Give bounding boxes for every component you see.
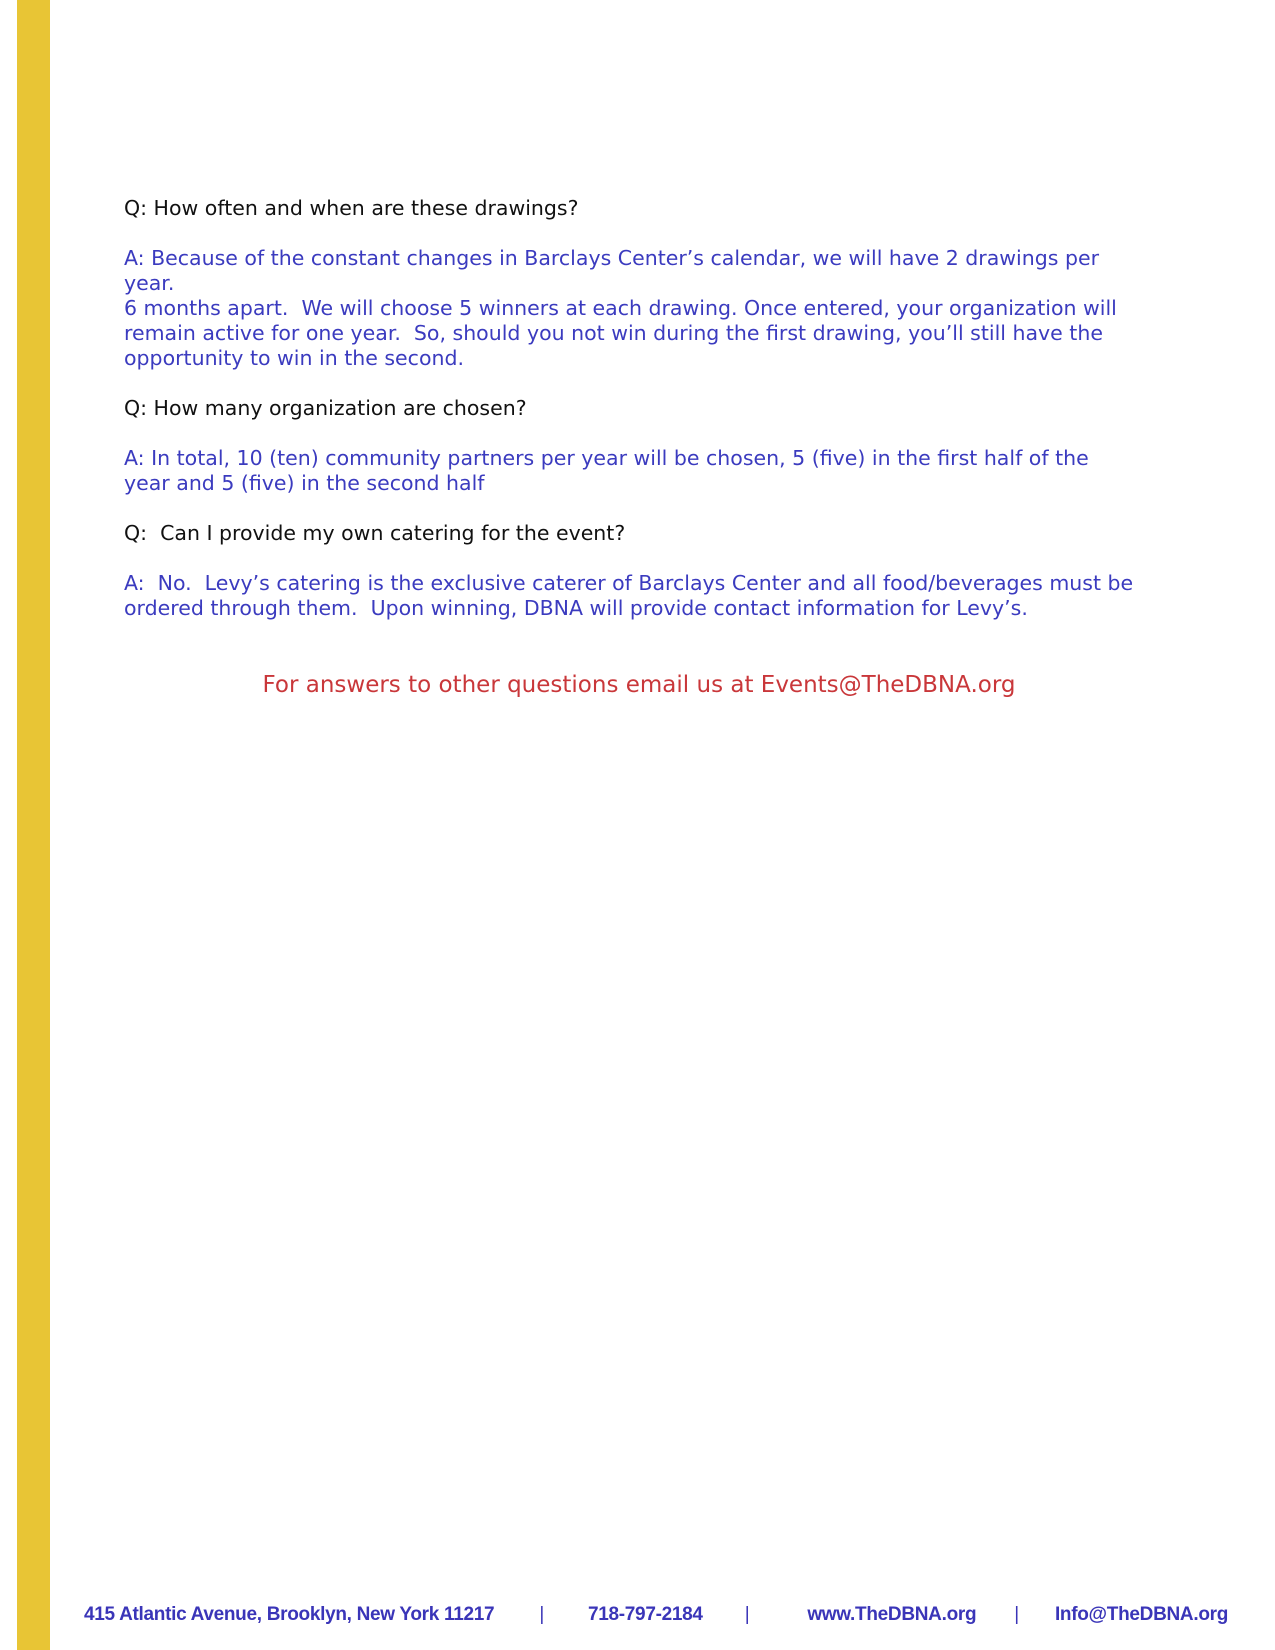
faq-answer: A: No. Levy’s catering is the exclusive caterer of Barclays Center and all food/beverages must be ordered through them. Upon winning, DBNA will provide contact information for Levy’s. — [124, 571, 1134, 620]
faq-item — [124, 396, 1154, 496]
faq-section — [124, 196, 1154, 646]
footer-email-link[interactable]: Info@TheDBNA.org — [1054, 1604, 1229, 1625]
faq-item — [124, 196, 1154, 371]
footer-address: 415 Atlantic Avenue, Brooklyn, New York 11217 — [84, 1604, 495, 1625]
yellow-side-bar — [17, 0, 50, 1650]
faq-question: Q: Can I provide my own catering for the event? — [124, 521, 626, 545]
footer-separator: | — [744, 1604, 750, 1625]
faq-answer: A: In total, 10 (ten) community partners per year will be chosen, 5 (five) in the first half of the year and 5 (five) in the second half — [124, 446, 1089, 495]
faq-answer: A: Because of the constant changes in Barclays Center’s calendar, we will have 2 drawings per year. 6 months apart. We will choose 5 winners at each drawing. Once entered, your organization will remain active for one year. So, should you not win during the first drawing, you’ll still have the opportunity to win in the second. — [124, 246, 1117, 370]
footer-separator: | — [539, 1604, 544, 1625]
faq-question: Q: How often and when are these drawings? — [124, 196, 579, 220]
footer-phone: 718-797-2184 — [587, 1604, 703, 1625]
faq-question: Q: How many organization are chosen? — [124, 396, 527, 420]
faq-item — [124, 521, 1154, 621]
footer-separator: | — [1014, 1604, 1019, 1625]
footer-website-link[interactable]: www.TheDBNA.org — [807, 1604, 977, 1625]
footer — [84, 1603, 1264, 1627]
contact-email-callout: For answers to other questions email us at Events@TheDBNA.org — [262, 672, 1016, 698]
